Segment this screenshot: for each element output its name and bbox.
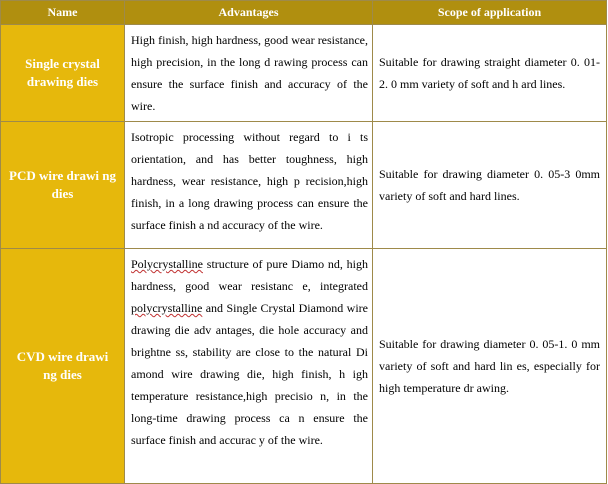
spellcheck-word: polycrystalline [131,301,203,315]
row-scope-cell: Suitable for drawing diameter 0. 05-3 0mm variety of soft and hard lines. [373,122,607,249]
table-row [1,25,607,122]
row-scope-cell: Suitable for drawing diameter 0. 05-1. 0 mm variety of soft and hard lin es, especially for high temperature dr awing. [373,249,607,484]
header-advantages: Advantages [125,1,373,25]
row-name-cell: CVD wire drawi ng dies [1,249,125,484]
row-name-cell: PCD wire drawi ng dies [1,122,125,249]
row-name-cell: Single crystal drawing dies [1,25,125,122]
row-advantages-cell [125,249,373,484]
spellcheck-word: Polycrystalline [131,257,203,271]
table-row [1,249,607,484]
row-scope-cell: Suitable for drawing straight diameter 0. 01-2. 0 mm variety of soft and h ard lines. [373,25,607,122]
header-row [1,1,607,25]
header-name: Name [1,1,125,25]
advantages-text: structure of pure Diamo nd, high hardness, good wear resistanc e, integrated [131,257,368,293]
row-advantages-cell: Isotropic processing without regard to i ts orientation, and has better toughness, high hardness, wear resistance, high p recision,high finish, in a long drawing process can ensure the surface finish a nd accuracy of the wire. [125,122,373,249]
advantages-text: and Single Crystal Diamond wire drawing die adv antages, die hole accuracy and brightne ss, stability are close to the natural Di amond wire drawing die, high finish, h igh temperature resistance,high precisio n, in the long-time drawing process ca n ensure the surface finish and accurac y of the wire. [131,301,368,447]
table-row [1,122,607,249]
header-scope: Scope of application [373,1,607,25]
row-advantages-cell: High finish, high hardness, good wear resistance, high precision, in the long d rawing process can ensure the surface finish and accuracy of the wire. [125,25,373,122]
